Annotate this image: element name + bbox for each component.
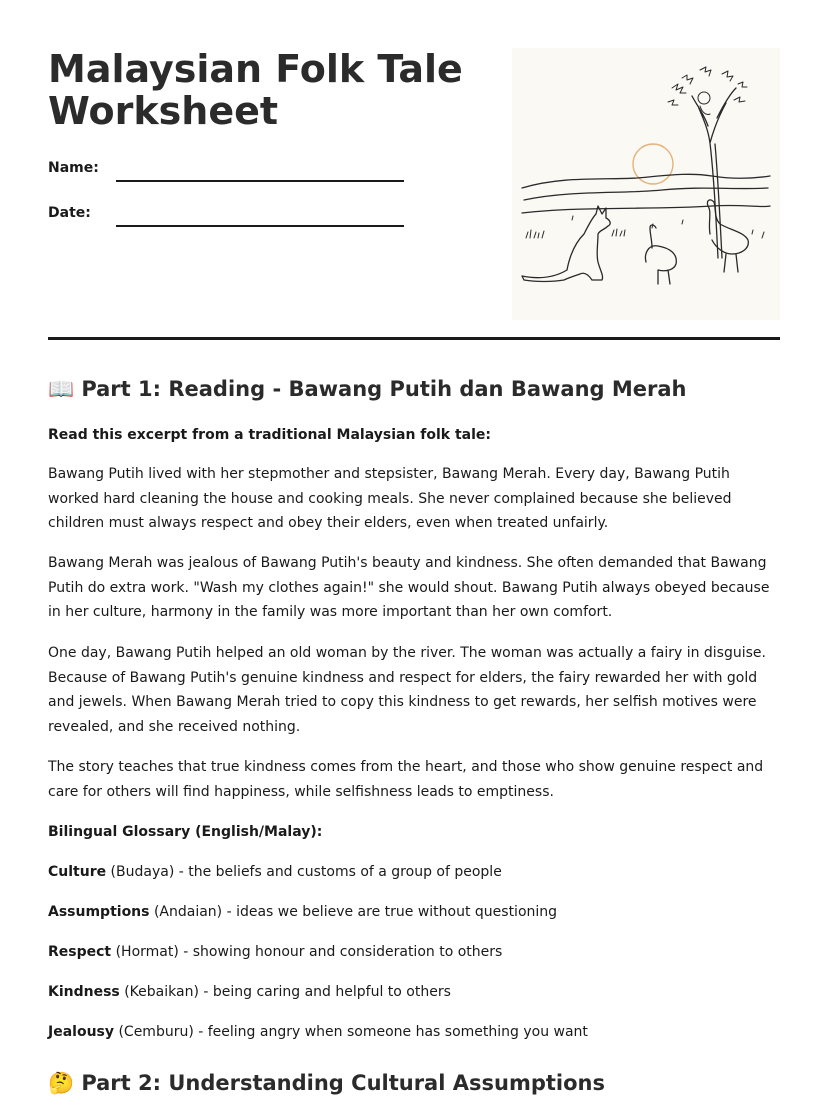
story-paragraph: The story teaches that true kindness comes from the heart, and those who show genuine respect and care for others will find happiness, while selfishness leads to emptiness. [48,759,764,800]
outback-landscape-illustration [512,48,780,320]
tree-icon [692,88,736,258]
glossary-definition: (Andaian) - ideas we believe are true without questioning [149,904,558,920]
name-label: Name: [48,160,99,176]
glossary-item [48,942,502,962]
thinking-face-icon: 🤔 [48,1071,75,1095]
part2-heading-text: Part 2: Understanding Cultural Assumptions [81,1071,605,1095]
story-paragraph: Bawang Merah was jealous of Bawang Putih's beauty and kindness. She often demanded that Bawang Putih do extra work. "Wash my clothes again!" she would shout. Bawang Putih always obeyed because in her culture, harmony in the family was more important than her own comfort. [48,555,770,620]
glossary-item [48,1022,588,1042]
name-field [48,160,408,190]
kangaroo-icon [522,206,610,282]
glossary-definition: (Kebaikan) - being caring and helpful to others [119,984,451,1000]
name-line[interactable] [116,180,404,182]
section-divider [48,337,780,340]
glossary-term: Culture [48,864,107,880]
date-label: Date: [48,205,91,221]
emu-icon [707,200,748,272]
glossary-definition: (Hormat) - showing honour and consideration to others [111,944,503,960]
date-line[interactable] [116,225,404,227]
glossary-term: Respect [48,944,112,960]
glossary-item [48,982,451,1002]
glossary-definition: (Cemburu) - feeling angry when someone has something you want [114,1024,588,1040]
date-field [48,205,408,235]
glossary-item [48,902,557,922]
story-paragraph: Bawang Putih lived with her stepmother and stepsister, Bawang Merah. Every day, Bawang Putih worked hard cleaning the house and cooking meals. She never complained because she believed children must always respect and obey their elders, even when treated unfairly. [48,466,732,531]
page-title: Malaysian Folk Tale Worksheet [48,47,463,133]
glossary-term: Kindness [48,984,120,1000]
glossary-term: Assumptions [48,904,150,920]
glossary-term: Jealousy [48,1024,114,1040]
open-book-icon: 📖 [48,377,75,401]
story-paragraph: One day, Bawang Putih helped an old woman by the river. The woman was actually a fairy in disguise. Because of Bawang Putih's genuine kindness and respect for elders, the fairy rewarded her with gold and jewels. When Bawang Merah tried to copy this kindness to get rewards, her selfish motives were revealed, and she received nothing. [48,645,766,735]
glossary-item [48,862,502,882]
emu-icon [646,225,677,284]
part2-heading [48,1069,605,1097]
part1-heading-text: Part 1: Reading - Bawang Putih dan Bawang Merah [81,377,687,401]
glossary-definition: (Budaya) - the beliefs and customs of a group of people [106,864,502,880]
reading-instruction: Read this excerpt from a traditional Malaysian folk tale: [48,427,492,443]
part1-heading [48,375,686,403]
glossary-heading: Bilingual Glossary (English/Malay): [48,824,323,840]
